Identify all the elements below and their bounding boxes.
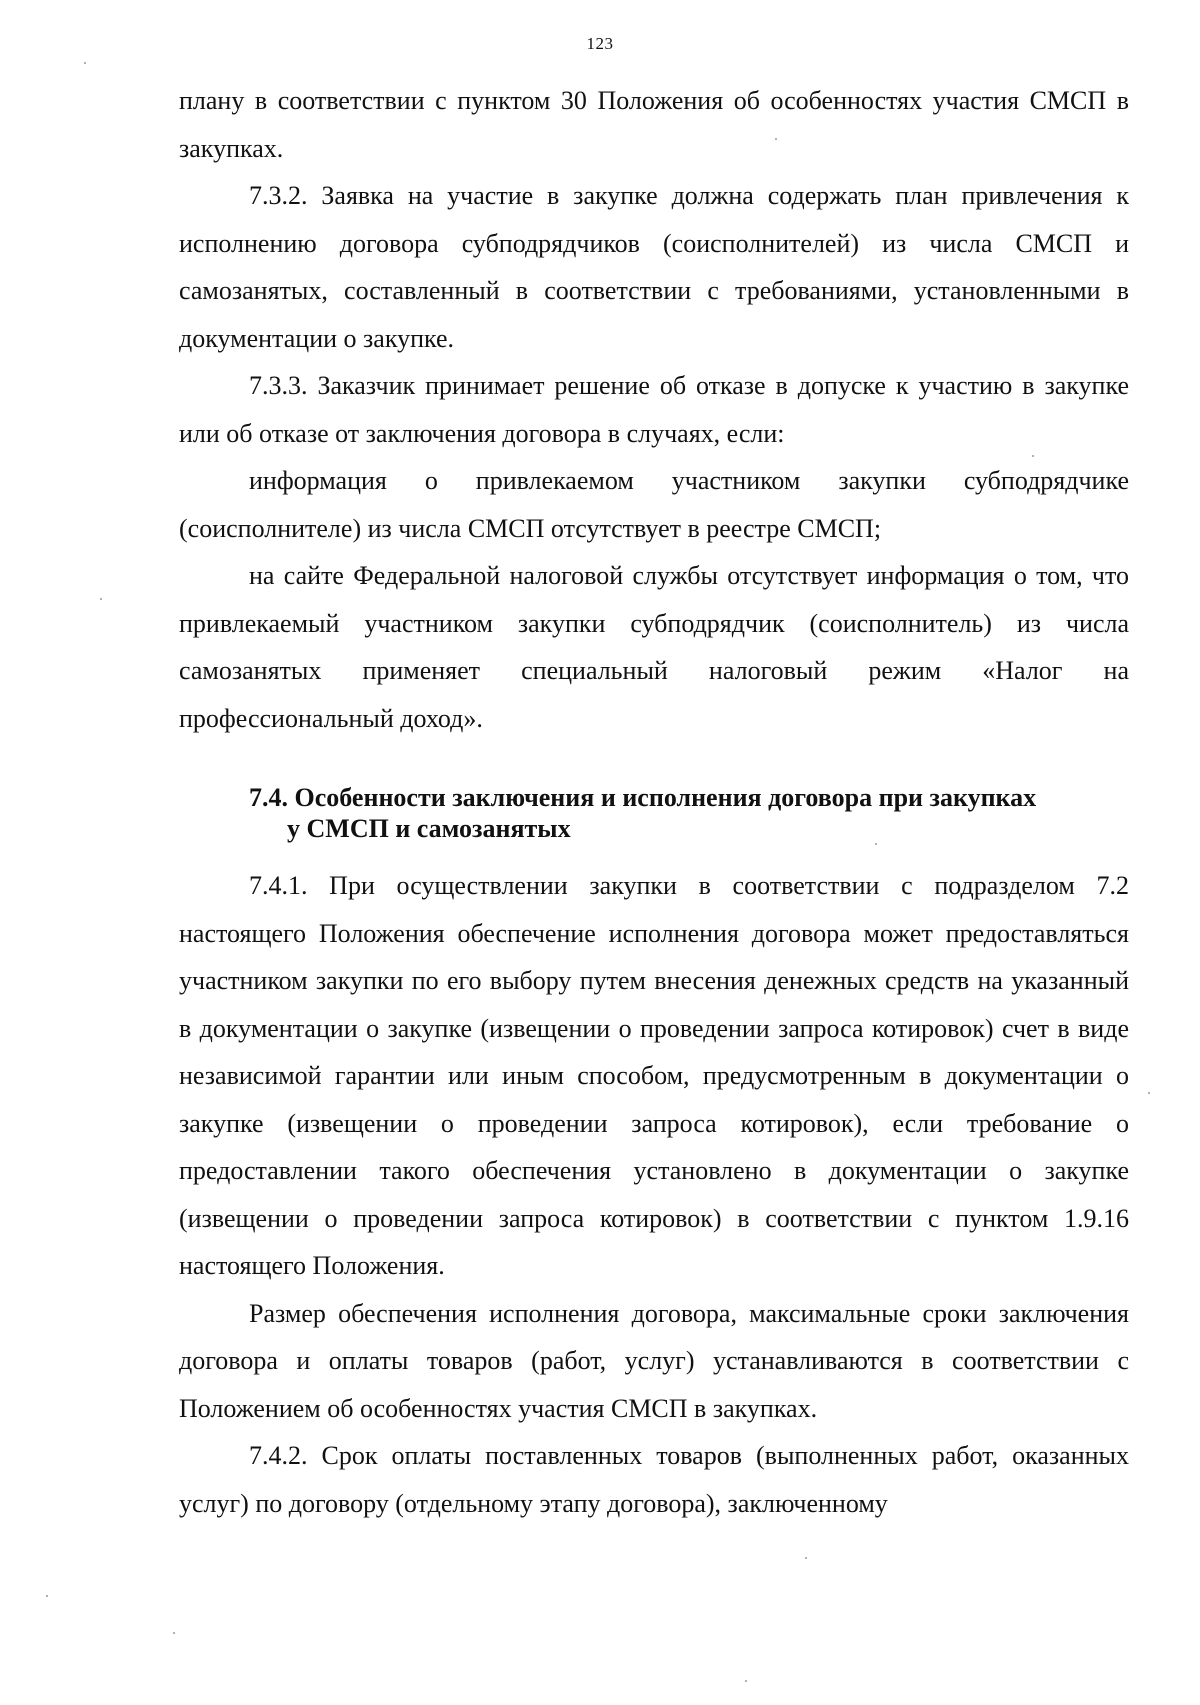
scan-speck	[805, 1557, 807, 1559]
section-heading-7-4	[179, 782, 1129, 844]
scan-speck	[1032, 455, 1034, 457]
document-body	[179, 77, 1129, 1527]
paragraph: 7.4.2. Срок оплаты поставленных товаров (выполненных работ, оказанных услуг) по договору (отдельному этапу договора), заключенному	[179, 1441, 1129, 1518]
scan-speck	[84, 62, 86, 64]
paragraph: Размер обеспечения исполнения договора, максимальные сроки заключения договора и оплаты товаров (работ, услуг) устанавливаются в соответствии с Положением об особенностях участия СМСП в закупках.	[179, 1298, 1129, 1423]
paragraph: 7.4.1. При осуществлении закупки в соответствии с подразделом 7.2 настоящего Положения обеспечение исполнения договора может предоставляться участником закупки по его выбору путем внесения денежных средств на указанный в документации о закупке (извещении о проведении запроса котировок) счет в виде независимой гарантии или иным способом, предусмотренным в документации о закупке (извещении о проведении запроса котировок), если требование о предоставлении такого обеспечения установлено в документации о закупке (извещении о проведении запроса котировок) в соответствии с пунктом 1.9.16 настоящего Положения.	[179, 871, 1129, 1280]
heading-line-1: 7.4. Особенности заключения и исполнения договора при закупках	[249, 783, 1037, 812]
paragraph: 7.3.2. Заявка на участие в закупке должна содержать план привлечения к исполнению договора субподрядчиков (соисполнителей) из числа СМСП и самозанятых, составленный в соответствии с требованиями, установленными в документации о закупке.	[179, 181, 1129, 353]
section-7-3-text	[179, 77, 1129, 742]
page-number: 123	[586, 34, 614, 53]
scan-speck	[745, 1680, 747, 1682]
paragraph: на сайте Федеральной налоговой службы отсутствует информация о том, что привлекаемый участником закупки субподрядчик (соисполнитель) из числа самозанятых применяет специальный налоговый режим «Налог на профессиональный доход».	[179, 561, 1129, 733]
scan-speck	[775, 138, 777, 140]
scan-speck	[100, 598, 102, 600]
scan-speck	[46, 1595, 48, 1597]
paragraph: информация о привлекаемом участником закупки субподрядчике (соисполнителе) из числа СМСП отсутствует в реестре СМСП;	[179, 466, 1129, 543]
section-7-4-text	[179, 862, 1129, 1527]
scan-speck	[875, 843, 877, 845]
paragraph: плану в соответствии с пунктом 30 Положения об особенностях участия СМСП в закупках.	[179, 86, 1129, 163]
paragraph: 7.3.3. Заказчик принимает решение об отказе в допуске к участию в закупке или об отказе от заключения договора в случаях, если:	[179, 371, 1129, 448]
heading-line-2: у СМСП и самозанятых	[287, 814, 571, 843]
scan-speck	[1148, 1092, 1150, 1094]
scan-speck	[173, 1632, 175, 1634]
